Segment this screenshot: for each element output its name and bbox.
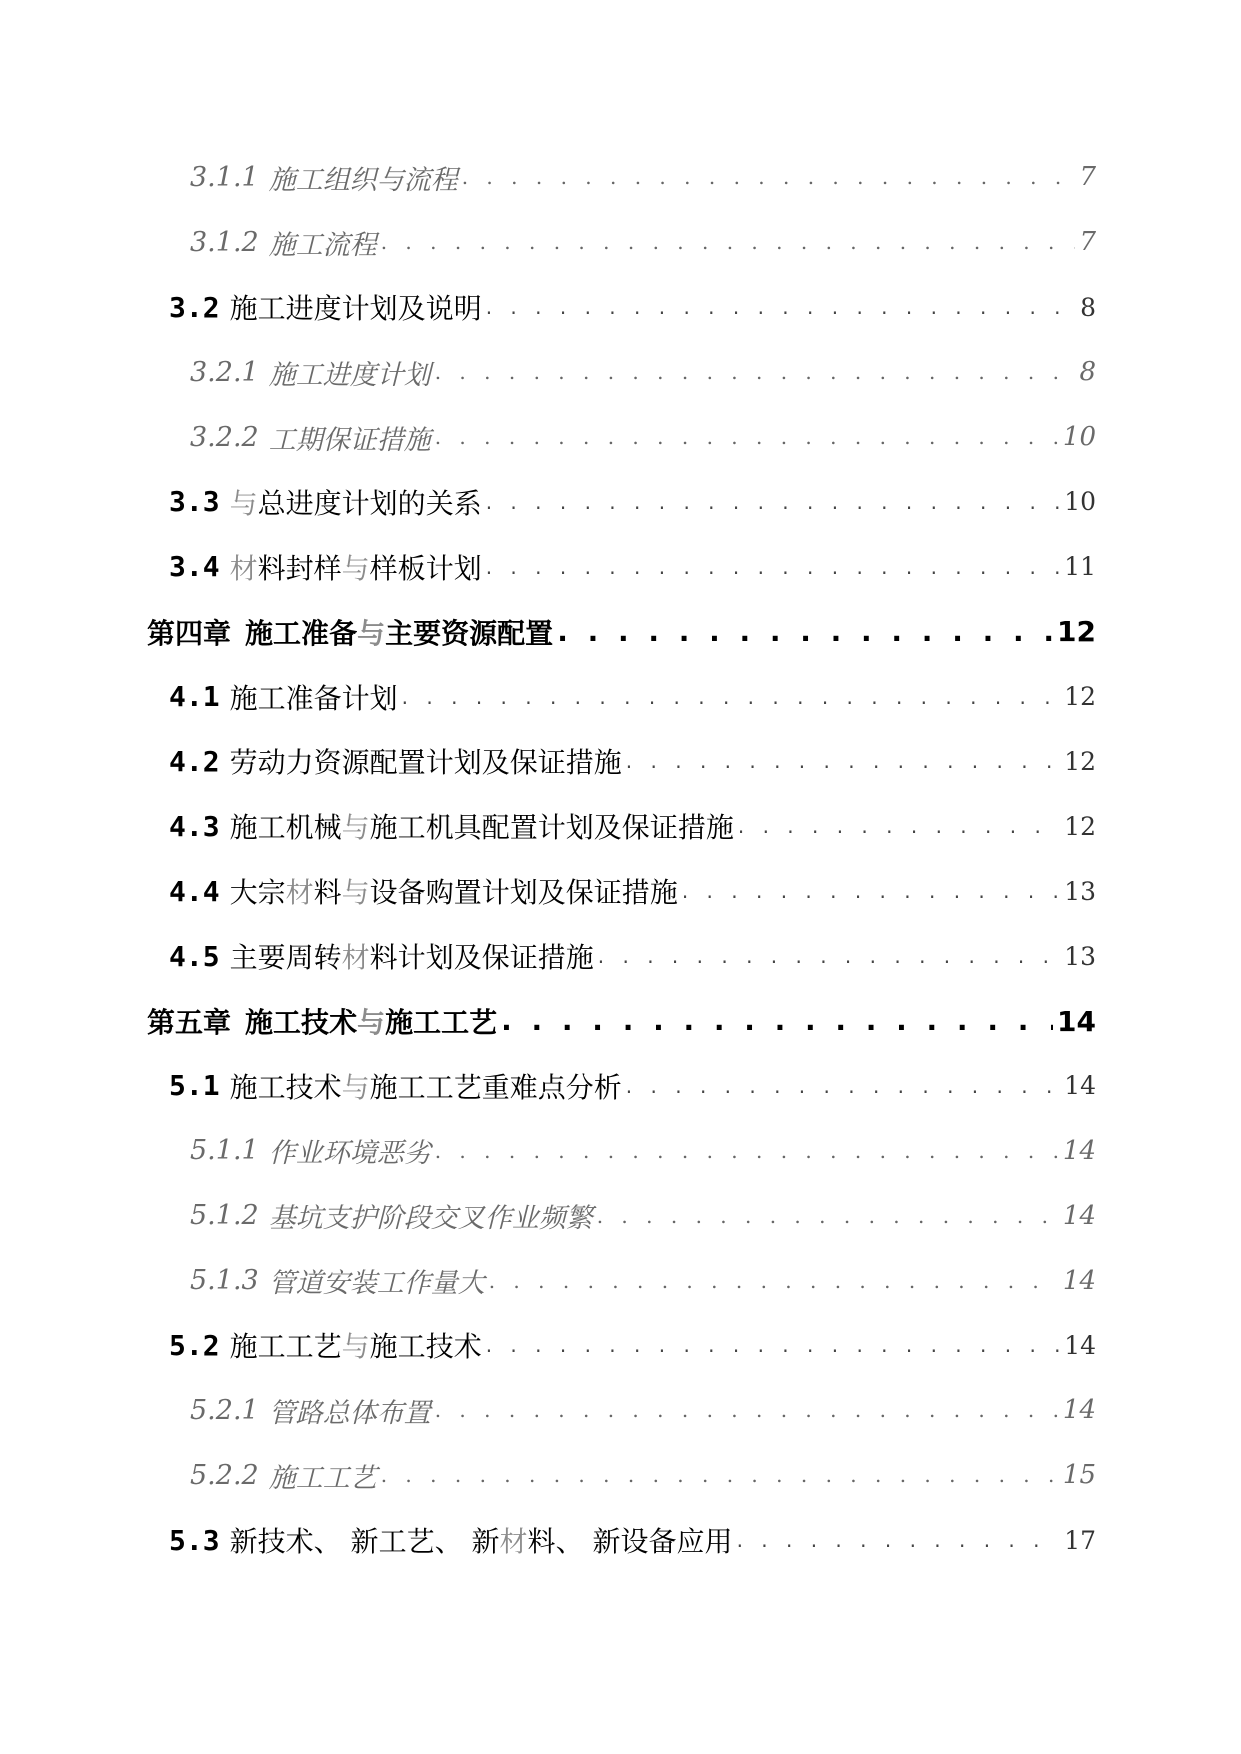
toc-entry-page-number: 12 (1064, 682, 1096, 712)
toc-entry[interactable] (0, 534, 1241, 599)
toc-entry-page-number: 8 (1080, 292, 1096, 322)
toc-entry-title: 施工准备与主要资源配置 (245, 616, 554, 650)
table-of-contents (0, 145, 1241, 1573)
dot-leader (557, 615, 1053, 649)
toc-entry-number: 5.2.1 (190, 1394, 259, 1426)
toc-entry-number: 第五章 (147, 1006, 232, 1040)
dot-leader (626, 1074, 1060, 1098)
dot-leader (486, 555, 1060, 579)
toc-entry-title: 工期保证措施 (268, 424, 431, 456)
dot-leader (626, 749, 1060, 773)
toc-entry-number: 4.3 (169, 809, 220, 843)
dot-leader (682, 879, 1060, 903)
toc-entry[interactable] (0, 599, 1241, 664)
toc-entry-title: 施工进度计划及说明 (229, 292, 482, 326)
toc-entry-title: 与总进度计划的关系 (229, 486, 482, 520)
toc-entry-page-number: 14 (1062, 1265, 1096, 1296)
toc-entry-title: 基坑支护阶段交叉作业频繁 (268, 1203, 593, 1235)
toc-entry-page-number: 14 (1064, 1071, 1096, 1101)
toc-entry-number: 5.3 (169, 1523, 220, 1557)
toc-entry[interactable] (0, 469, 1241, 534)
toc-entry[interactable] (0, 1183, 1241, 1248)
toc-entry-page-number: 11 (1064, 552, 1096, 582)
toc-entry-number: 4.4 (169, 874, 220, 908)
dot-leader (435, 1139, 1059, 1163)
toc-entry-page-number: 7 (1079, 162, 1096, 193)
toc-entry[interactable] (0, 1508, 1241, 1573)
toc-entry-title: 管道安装工作量大 (268, 1268, 485, 1300)
dot-leader (381, 230, 1076, 254)
dot-leader (462, 165, 1076, 189)
toc-entry-page-number: 10 (1062, 422, 1096, 452)
toc-entry-number: 4.5 (169, 939, 220, 973)
toc-entry-page-number: 14 (1064, 1330, 1096, 1360)
toc-entry[interactable] (0, 210, 1241, 275)
dot-leader (435, 1398, 1059, 1422)
toc-entry-number: 3.2 (169, 290, 220, 324)
dot-leader (435, 360, 1076, 384)
toc-entry[interactable] (0, 1443, 1241, 1508)
toc-entry-title: 施工机械与施工机具配置计划及保证措施 (229, 811, 734, 845)
toc-entry[interactable] (0, 989, 1241, 1054)
toc-entry[interactable] (0, 1118, 1241, 1183)
toc-entry-number: 5.2 (169, 1328, 220, 1362)
toc-entry-page-number: 15 (1062, 1460, 1096, 1491)
toc-entry-title: 新技术、 新工艺、 新材料、 新设备应用 (229, 1525, 733, 1559)
toc-entry-number: 3.1.1 (190, 161, 259, 193)
toc-entry[interactable] (0, 275, 1241, 340)
toc-entry-title: 施工技术与施工工艺重难点分析 (229, 1070, 622, 1104)
toc-entry-page-number: 14 (1057, 1004, 1096, 1038)
dot-leader (381, 1463, 1059, 1487)
toc-entry-page-number: 14 (1062, 1135, 1096, 1166)
toc-entry-number: 3.2.2 (190, 421, 259, 453)
dot-leader (435, 425, 1059, 449)
toc-entry-number: 4.1 (169, 680, 220, 714)
toc-entry[interactable] (0, 729, 1241, 794)
toc-entry-page-number: 10 (1064, 487, 1096, 517)
toc-entry-number: 5.1.3 (190, 1265, 259, 1297)
toc-entry-number: 3.2.1 (190, 356, 259, 388)
toc-entry[interactable] (0, 405, 1241, 470)
toc-entry-page-number: 12 (1057, 615, 1096, 649)
toc-entry-title: 施工准备计划 (229, 681, 398, 715)
toc-entry[interactable] (0, 1378, 1241, 1443)
toc-entry[interactable] (0, 1313, 1241, 1378)
toc-entry-page-number: 7 (1079, 227, 1096, 258)
toc-entry[interactable] (0, 924, 1241, 989)
toc-entry-page-number: 14 (1062, 1200, 1096, 1231)
toc-entry-title: 施工工艺 (268, 1462, 377, 1494)
toc-entry[interactable] (0, 1053, 1241, 1118)
dot-leader (501, 1004, 1053, 1038)
toc-entry-number: 5.2.2 (190, 1459, 259, 1491)
toc-entry-title: 劳动力资源配置计划及保证措施 (229, 746, 622, 780)
toc-entry[interactable] (0, 859, 1241, 924)
dot-leader (486, 295, 1076, 319)
toc-entry[interactable] (0, 664, 1241, 729)
dot-leader (402, 685, 1061, 709)
toc-entry-page-number: 13 (1064, 876, 1096, 906)
toc-entry-number: 3.4 (169, 550, 220, 584)
dot-leader (598, 944, 1060, 968)
toc-entry-number: 5.1 (169, 1069, 220, 1103)
toc-entry-number: 5.1.1 (190, 1135, 259, 1167)
toc-entry-title: 主要周转材料计划及保证措施 (229, 941, 594, 975)
toc-entry[interactable] (0, 340, 1241, 405)
dot-leader (597, 1204, 1059, 1228)
toc-entry-page-number: 12 (1064, 811, 1096, 841)
toc-entry-title: 施工组织与流程 (268, 164, 458, 196)
toc-entry-title: 施工进度计划 (268, 359, 431, 391)
toc-entry-page-number: 12 (1064, 746, 1096, 776)
toc-entry[interactable] (0, 1248, 1241, 1313)
toc-entry-title: 作业环境恶劣 (268, 1138, 431, 1170)
toc-entry-number: 3.3 (169, 485, 220, 519)
toc-entry-title: 大宗材料与设备购置计划及保证措施 (229, 876, 678, 910)
toc-entry-number: 第四章 (147, 616, 232, 650)
toc-entry[interactable] (0, 794, 1241, 859)
dot-leader (737, 1528, 1061, 1552)
toc-entry-page-number: 17 (1064, 1525, 1096, 1555)
toc-entry-title: 材料封样与样板计划 (229, 551, 482, 585)
dot-leader (738, 814, 1060, 838)
toc-entry-title: 施工流程 (268, 229, 377, 261)
toc-entry-title: 管路总体布置 (268, 1397, 431, 1429)
dot-leader (486, 490, 1060, 514)
toc-entry-number: 4.2 (169, 744, 220, 778)
dot-leader (486, 1333, 1060, 1357)
toc-entry-page-number: 13 (1064, 941, 1096, 971)
toc-entry[interactable] (0, 145, 1241, 210)
dot-leader (489, 1269, 1059, 1293)
toc-entry-number: 5.1.2 (190, 1200, 259, 1232)
toc-entry-number: 3.1.2 (190, 226, 259, 258)
toc-entry-page-number: 14 (1062, 1395, 1096, 1426)
toc-entry-title: 施工技术与施工工艺 (245, 1006, 498, 1040)
toc-entry-title: 施工工艺与施工技术 (229, 1330, 482, 1364)
toc-entry-page-number: 8 (1079, 357, 1096, 388)
